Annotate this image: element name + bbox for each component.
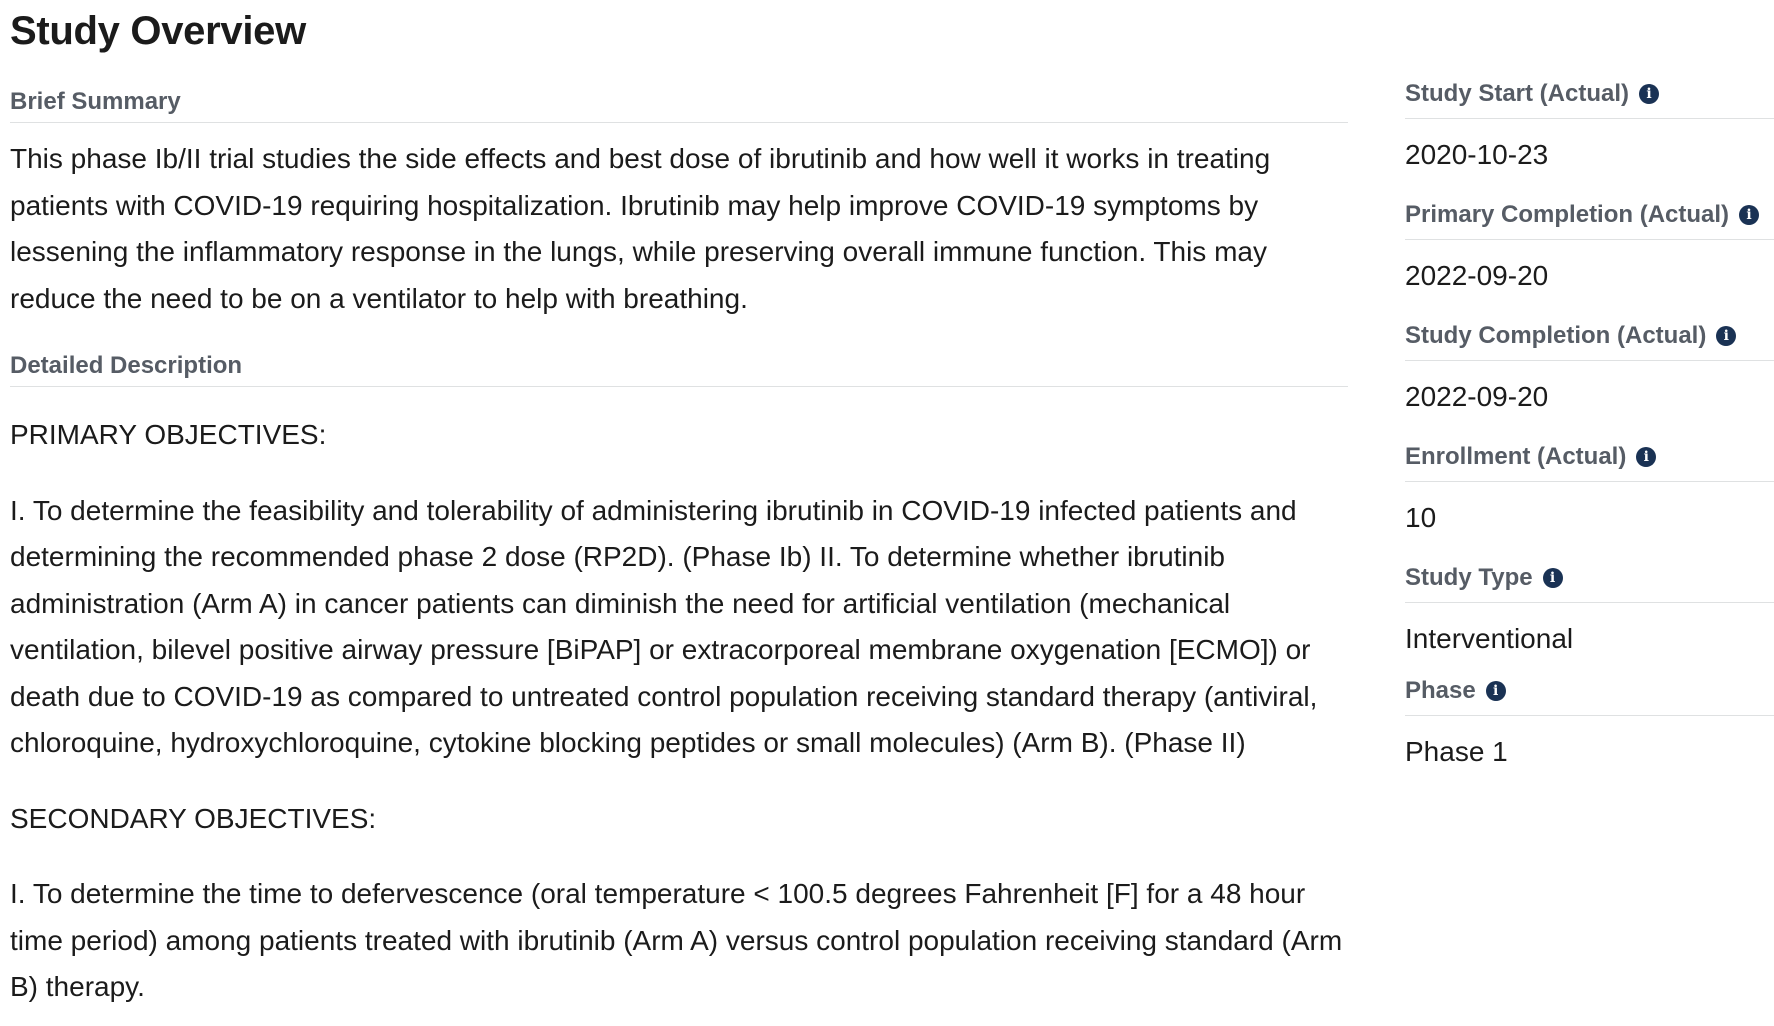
- brief-summary-heading: Brief Summary: [10, 82, 1348, 123]
- study-start-label: [1405, 74, 1774, 119]
- primary-objectives-heading: PRIMARY OBJECTIVES:: [10, 419, 327, 450]
- main-content: [10, 82, 1348, 1011]
- brief-summary-text: This phase Ib/II trial studies the side effects and best dose of ibrutinib and how well it works in treating patients with COVID-19 requiring hospitalization. Ibrutinib may help improve COVID-19 symptoms by lessening the inflammatory response in the lungs, while preserving overall immune function. This may reduce the need to be on a ventilator to help with breathing.: [10, 143, 1271, 314]
- study-start-value: 2020-10-23: [1405, 139, 1549, 170]
- study-type-label: [1405, 558, 1774, 603]
- info-icon[interactable]: i: [1639, 84, 1659, 104]
- study-type-item: [1405, 558, 1774, 671]
- study-facts-sidebar: [1405, 74, 1774, 784]
- detailed-description-heading: Detailed Description: [10, 346, 1348, 387]
- study-start-label-text: Study Start (Actual): [1405, 80, 1630, 107]
- brief-summary-section: [10, 82, 1348, 322]
- enrollment-label-text: Enrollment (Actual): [1405, 443, 1627, 470]
- study-completion-label: [1405, 316, 1774, 361]
- page-title: Study Overview: [10, 9, 306, 53]
- secondary-objectives-heading: SECONDARY OBJECTIVES:: [10, 802, 377, 834]
- info-icon[interactable]: i: [1716, 326, 1736, 346]
- info-icon[interactable]: i: [1543, 568, 1563, 588]
- study-completion-item: [1405, 316, 1774, 437]
- phase-label-text: Phase: [1405, 677, 1476, 704]
- study-start-item: [1405, 74, 1774, 195]
- detailed-description-section: [10, 346, 1348, 1011]
- phase-item: [1405, 671, 1774, 784]
- info-icon[interactable]: i: [1739, 205, 1759, 225]
- phase-value: Phase 1: [1405, 736, 1508, 767]
- primary-completion-label-text: Primary Completion (Actual): [1405, 201, 1730, 228]
- study-type-value: Interventional: [1405, 623, 1574, 654]
- phase-label: [1405, 671, 1774, 716]
- primary-completion-value: 2022-09-20: [1405, 260, 1549, 291]
- secondary-objectives-text: I. To determine the time to defervescence (oral temperature < 100.5 degrees Fahrenheit [F] for a 48 hour time period) among patients treated with ibrutinib (Arm A) versus control population receiving standard (Arm B) therapy.: [10, 878, 1343, 1002]
- enrollment-label: [1405, 437, 1774, 482]
- primary-objectives-text: I. To determine the feasibility and tolerability of administering ibrutinib in COVID-19 infected patients and determining the recommended phase 2 dose (RP2D). (Phase Ib) II. To determine whether ibrutinib administration (Arm A) in cancer patients can diminish the need for artificial ventilation (mechanical ventilation, bilevel positive airway pressure [BiPAP] or extracorporeal membrane oxygenation [ECMO]) or death due to COVID-19 as compared to untreated control population receiving standard therapy (antiviral, chloroquine, hydroxychloroquine, cytokine blocking peptides or small molecules) (Arm B). (Phase II): [10, 494, 1318, 758]
- primary-completion-label: [1405, 195, 1774, 240]
- info-icon[interactable]: i: [1636, 447, 1656, 467]
- info-icon[interactable]: i: [1486, 681, 1506, 701]
- study-completion-value: 2022-09-20: [1405, 381, 1549, 412]
- enrollment-value: 10: [1405, 502, 1437, 533]
- enrollment-item: [1405, 437, 1774, 558]
- study-completion-label-text: Study Completion (Actual): [1405, 322, 1707, 349]
- primary-completion-item: [1405, 195, 1774, 316]
- study-type-label-text: Study Type: [1405, 564, 1533, 591]
